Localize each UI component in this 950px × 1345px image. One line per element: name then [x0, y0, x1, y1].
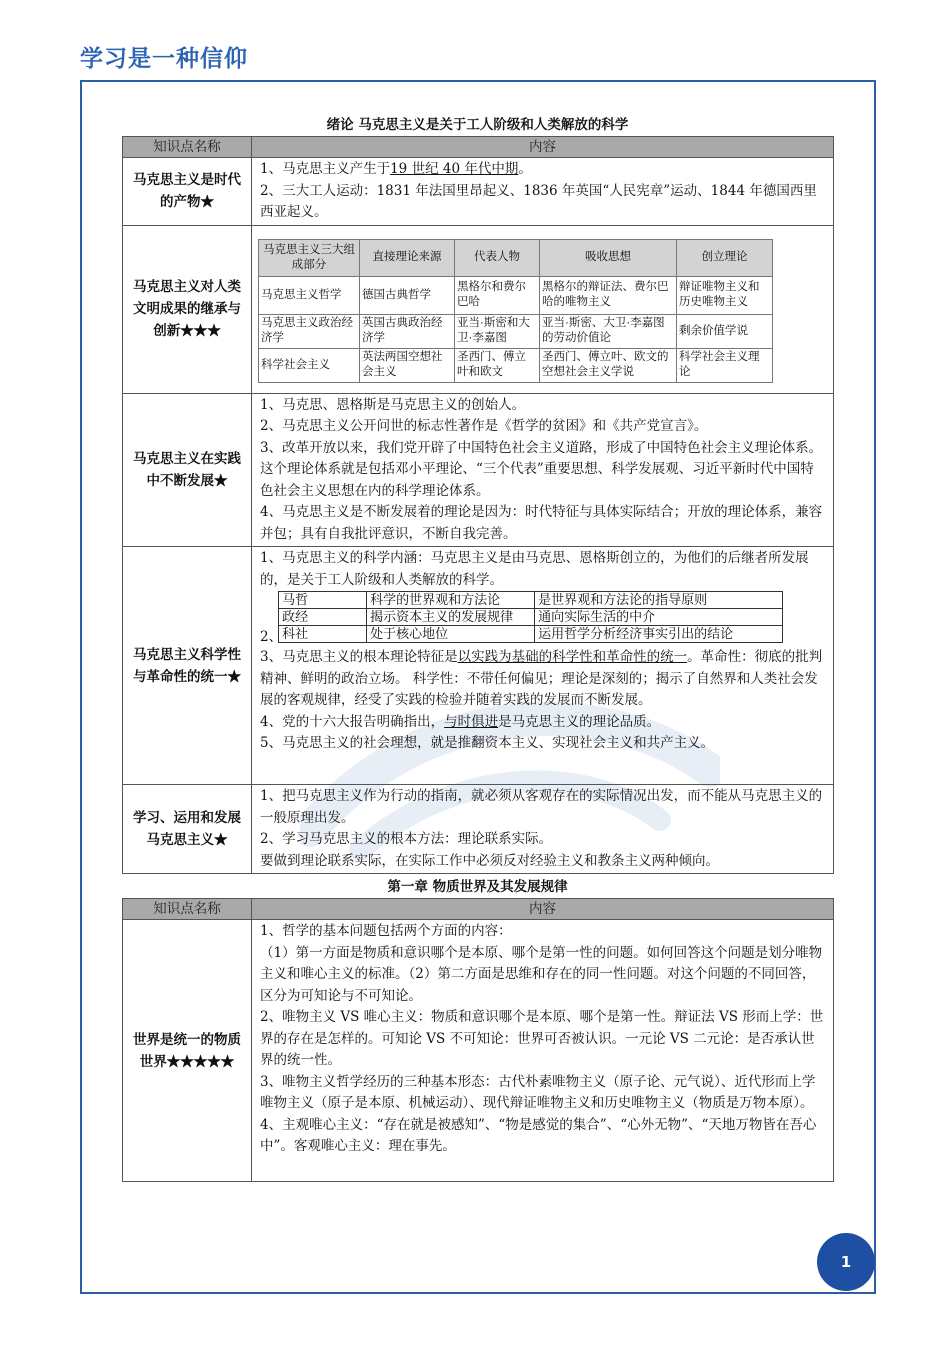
- brand-title: 学习是一种信仰: [80, 46, 248, 72]
- table-row: [123, 920, 834, 1182]
- components-cell: 科学社会主义理论: [677, 348, 773, 382]
- text-line: 3、唯物主义哲学经历的三种基本形态：古代朴素唯物主义（原子论、元气说）、近代形而上学唯物主义（原子是本原、机械运动）、现代辩证唯物主义和历史唯物主义（物质是万物本原）。: [260, 1073, 816, 1111]
- text-line: 1、马克思、恩格斯是马克思主义的创始人。: [260, 396, 526, 413]
- components-table: [258, 239, 773, 383]
- text-line: 4、马克思主义是不断发展着的理论是因为：时代特征与具体实际结合；开放的理论体系，兼容并包；具有自我批评意识，不断自我完善。: [260, 504, 823, 542]
- text-line: 2、学习马克思主义的根本方法：理论联系实际。: [260, 831, 553, 847]
- knowledge-point-name: 马克思主义科学性与革命性的统一★: [123, 547, 252, 785]
- components-cell: 圣西门、傅立叶、欧文的空想社会主义学说: [540, 348, 677, 382]
- underlined-text: 以实践为基础的科学性和革命性的统一: [457, 649, 688, 665]
- text-line: 要做到理论联系实际，在实际工作中必须反对经验主义和教条主义两种倾向。: [260, 852, 719, 869]
- knowledge-point-content: [252, 920, 834, 1182]
- components-cell: 英国古典政治经济学: [360, 314, 455, 348]
- page-number-badge: 1: [817, 1233, 875, 1291]
- comparison-cell: 通向实际生活的中介: [535, 609, 783, 626]
- table-row: [123, 158, 834, 226]
- table-row: [123, 393, 834, 547]
- components-cell: 马克思主义哲学: [259, 276, 360, 314]
- intro-table: [122, 136, 834, 874]
- text-line: 1、马克思主义产生于: [260, 161, 391, 177]
- comparison-cell: 处于核心地位: [367, 626, 535, 643]
- knowledge-point-content: [252, 785, 834, 874]
- components-header: 吸收思想: [540, 239, 677, 276]
- components-header: 创立理论: [677, 239, 773, 276]
- content-area: [122, 112, 833, 1182]
- components-header: 代表人物: [455, 239, 540, 276]
- knowledge-point-content: [252, 547, 834, 785]
- knowledge-point-content: [252, 158, 834, 226]
- comparison-cell: 马哲: [279, 592, 367, 609]
- knowledge-point-name: 世界是统一的物质世界★★★★★: [123, 920, 252, 1182]
- text-line: 3、改革开放以来，我们党开辟了中国特色社会主义道路，形成了中国特色社会主义理论体系。这个理论体系就是包括邓小平理论、“三个代表”重要思想、科学发展观、习近平新时代中国特色社会主义思想在内的科学理论体系。: [260, 439, 823, 499]
- components-cell: 黑格尔和费尔巴哈: [455, 276, 540, 314]
- text-line: 。: [518, 161, 532, 177]
- components-cell: 剩余价值学说: [677, 314, 773, 348]
- text-line: 1、马克思主义的科学内涵：马克思主义是由马克思、恩格斯创立的，为他们的后继者所发展的，是关于工人阶级和人类解放的科学。: [260, 550, 809, 588]
- knowledge-point-content: [252, 393, 834, 547]
- col-header-content: 内容: [252, 137, 834, 158]
- chapter1-title: 第一章 物质世界及其发展规律: [387, 879, 568, 895]
- knowledge-point-name: 学习、运用和发展马克思主义★: [123, 785, 252, 874]
- components-cell: 英法两国空想社会主义: [360, 348, 455, 382]
- components-cell: 亚当·斯密和大卫·李嘉图: [455, 314, 540, 348]
- text-line: 5、马克思主义的社会理想，就是推翻资本主义、实现社会主义和共产主义。: [260, 735, 715, 751]
- knowledge-point-name: 马克思主义在实践中不断发展★: [123, 393, 252, 547]
- intro-title: 绪论 马克思主义是关于工人阶级和人类解放的科学: [326, 117, 629, 133]
- text-line: 2、三大工人运动：1831 年法国里昂起义、1836 年英国“人民宪章”运动、1844 年德国西里西亚起义。: [260, 182, 817, 220]
- components-cell: 科学社会主义: [259, 348, 360, 382]
- components-header: 马克思主义三大组成部分: [259, 239, 360, 276]
- comparison-line: [260, 591, 827, 647]
- components-cell: 亚当·斯密、大卫·李嘉图的劳动价值论: [540, 314, 677, 348]
- text-line: 4、党的十六大报告明确指出，: [260, 713, 445, 730]
- text-line: 2、马克思主义公开问世的标志性著作是《哲学的贫困》和《共产党宣言》。: [260, 418, 708, 434]
- text-line: 2、: [260, 629, 283, 645]
- text-line: 是马克思主义的理论品质。: [498, 713, 661, 730]
- table-row: [123, 547, 834, 785]
- text-line: 4、主观唯心主义：“存在就是被感知”、“物是感觉的集合”、“心外无物”、“天地万物皆在吾心中”。客观唯心主义：理在事先。: [260, 1116, 817, 1154]
- knowledge-point-name: 马克思主义对人类文明成果的继承与创新★★★: [123, 225, 252, 393]
- text-line: 2、唯物主义 VS 唯心主义：物质和意识哪个是本原、哪个是第一性。辩证法 VS 形而上学：世界的存在是怎样的。可知论 VS 不可知论：世界可否被认识。一元论 VS 二元论：是否承认世界的统一性。: [260, 1009, 824, 1068]
- comparison-cell: 是世界观和方法论的指导原则: [535, 592, 783, 609]
- components-cell: 马克思主义政治经济学: [259, 314, 360, 348]
- components-cell: 黑格尔的辩证法、费尔巴哈的唯物主义: [540, 276, 677, 314]
- col-header-name: 知识点名称: [123, 899, 252, 920]
- comparison-cell: 运用哲学分析经济事实引出的结论: [535, 626, 783, 643]
- comparison-cell: 揭示资本主义的发展规律: [367, 609, 535, 626]
- components-cell: 辩证唯物主义和历史唯物主义: [677, 276, 773, 314]
- knowledge-point-content: [252, 225, 834, 393]
- underlined-text: 与时俱进: [444, 713, 499, 730]
- comparison-table: [278, 591, 783, 643]
- text-line: 。革命性：彻底的批判精神、鲜明的政治立场。 科学性：不带任何偏见；理论是深刻的；揭示了自然界和人类社会发展的客观规律，经受了实践的检验并随着实践的发展而不断发展。: [260, 649, 823, 708]
- components-cell: 圣西门、傅立叶和欧文: [455, 348, 540, 382]
- underlined-text: 19 世纪 40 年代中期: [390, 161, 519, 177]
- components-cell: 德国古典哲学: [360, 276, 455, 314]
- table-row: [123, 785, 834, 874]
- comparison-cell: 政经: [279, 609, 367, 626]
- knowledge-point-name: 马克思主义是时代的产物★: [123, 158, 252, 226]
- comparison-cell: 科学的世界观和方法论: [367, 592, 535, 609]
- text-line: 3、马克思主义的根本理论特征是: [260, 649, 458, 665]
- comparison-cell: 科社: [279, 626, 367, 643]
- table-row: [123, 225, 834, 393]
- text-line: （1）第一方面是物质和意识哪个是本原、哪个是第一性的问题。如何回答这个问题是划分唯物主义和唯心主义的标准。（2）第二方面是思维和存在的同一性问题。对这个问题的不同回答，区分为可知论与不可知论。: [260, 944, 823, 1004]
- col-header-name: 知识点名称: [123, 137, 252, 158]
- text-line: 1、把马克思主义作为行动的指南，就必须从客观存在的实际情况出发，而不能从马克思主义的一般原理出发。: [260, 788, 823, 826]
- chapter1-table: [122, 898, 834, 1182]
- col-header-content: 内容: [252, 899, 834, 920]
- components-header: 直接理论来源: [360, 239, 455, 276]
- text-line: 1、哲学的基本问题包括两个方面的内容：: [260, 923, 512, 939]
